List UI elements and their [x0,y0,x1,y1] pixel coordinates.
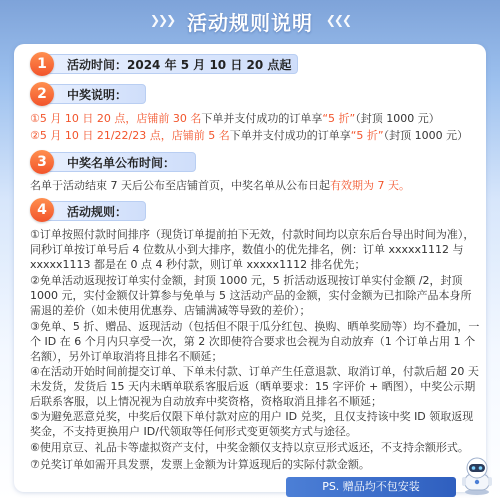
rule-2: ②免单活动返现按订单实付金额，封顶 1000 元，5 折活动返现按订单实付金额 /2，封顶 1000 元，实付金额仅计算参与免单与 5 这活动产品的金额，实付金额为已扣除产品本身所需退的差价（如未使用优惠券、店铺满减等导致的差价）； [30,274,472,317]
section-number-1: 1 [30,52,54,76]
rule-5: ⑤为避免恶意兑奖，中奖后仅限下单付款对应的用户 ID 兑奖，且仅支持该中奖 ID 领取返现奖金，不支持更换用户 ID/代领取等任何形式变更领奖方式与途径。 [30,410,474,438]
header [0,0,500,42]
rule-6: ⑥使用京豆、礼品卡等虚拟资产支付，中奖金额仅支持以京豆形式返还，不支持余额形式。 [30,441,469,454]
rule-4: ④在活动开始时间前提交订单、下单未付款、订单产生任意退款、取消订单，付款后超 20 天未发货，发货后 15 天内未晒单联系客服后返（晒单要求：15 字评价 + 晒图），中奖公示期后联系客服，以上情况视为自动放弃中奖资格，资格取消且排名不顺延； [30,365,479,408]
winner-announcement-text [30,178,480,193]
no-installation-note: PS. 赠品均不包安装 [286,477,456,497]
prize-description-label: 中奖说明： [42,84,146,104]
rule-1: ①订单按照付款时间排序（现货订单提前拍下无效，付款时间均以京东后台导出时间为准），同秒订单按订单号后 4 位数从小到大排序，数值小的优先排名，例：订单 xxxxx1112 与 xxxxx1113 都是在 0 点 4 秒付款，则订单 xxxxx1112 排名优先； [30,228,475,271]
rule-7: ⑦兑奖订单如需开具发票，发票上金额为计算返现后的实际付款金额。 [30,458,370,471]
activity-rules-label: 活动规则： [42,201,146,221]
prize-line-2-desc: 下单并支付成功的订单享 [229,129,351,142]
chevron-right-decoration-icon: ❯❯❯ [150,13,175,27]
announcement-text-main: 名单于活动结束 7 天后公布至店铺首页，中奖名单从公布日起 [30,179,330,192]
prize-line-1-desc: 下单并支付成功的订单享 [201,112,323,125]
rules-card [14,44,486,492]
prize-line-1 [30,111,480,126]
winner-announcement-label: 中奖名单公布时间： [42,152,196,172]
prize-line-2-discount: “5 折” [350,129,384,142]
prize-line-2 [30,128,480,143]
prize-line-2-cap: （封顶 1000 元） [383,129,469,142]
prize-line-1-discount: “5 折” [322,112,356,125]
chevron-left-decoration-icon: ❮❮❮ [325,13,350,27]
rule-3: ③免单、5 折、赠品、返现活动（包括但不限于瓜分红包、换购、晒单奖励等）均不叠加，一个 ID 在 6 个月内只享受一次，第 2 次即使符合要求也会视为自动放弃（1 个订单占用 1 个名额），另外订单取消将且排名不顺延； [30,320,480,363]
section-number-3: 3 [30,150,54,174]
section-number-2: 2 [30,82,54,106]
prize-line-2-time: ②5 月 10 日 21/22/23 点，店铺前 5 名 [30,129,230,142]
prize-line-1-time: ①5 月 10 日 20 点，店铺前 30 名 [30,112,202,125]
activity-time-label: 活动时间：2024 年 5 月 10 日 20 点起 [42,54,298,74]
robot-mascot-icon [458,456,496,496]
section-number-4: 4 [30,198,54,222]
prize-line-1-cap: （封顶 1000 元） [355,112,440,125]
announcement-validity: 有效期为 7 天。 [330,179,410,192]
page-title: 活动规则说明 [187,10,313,35]
